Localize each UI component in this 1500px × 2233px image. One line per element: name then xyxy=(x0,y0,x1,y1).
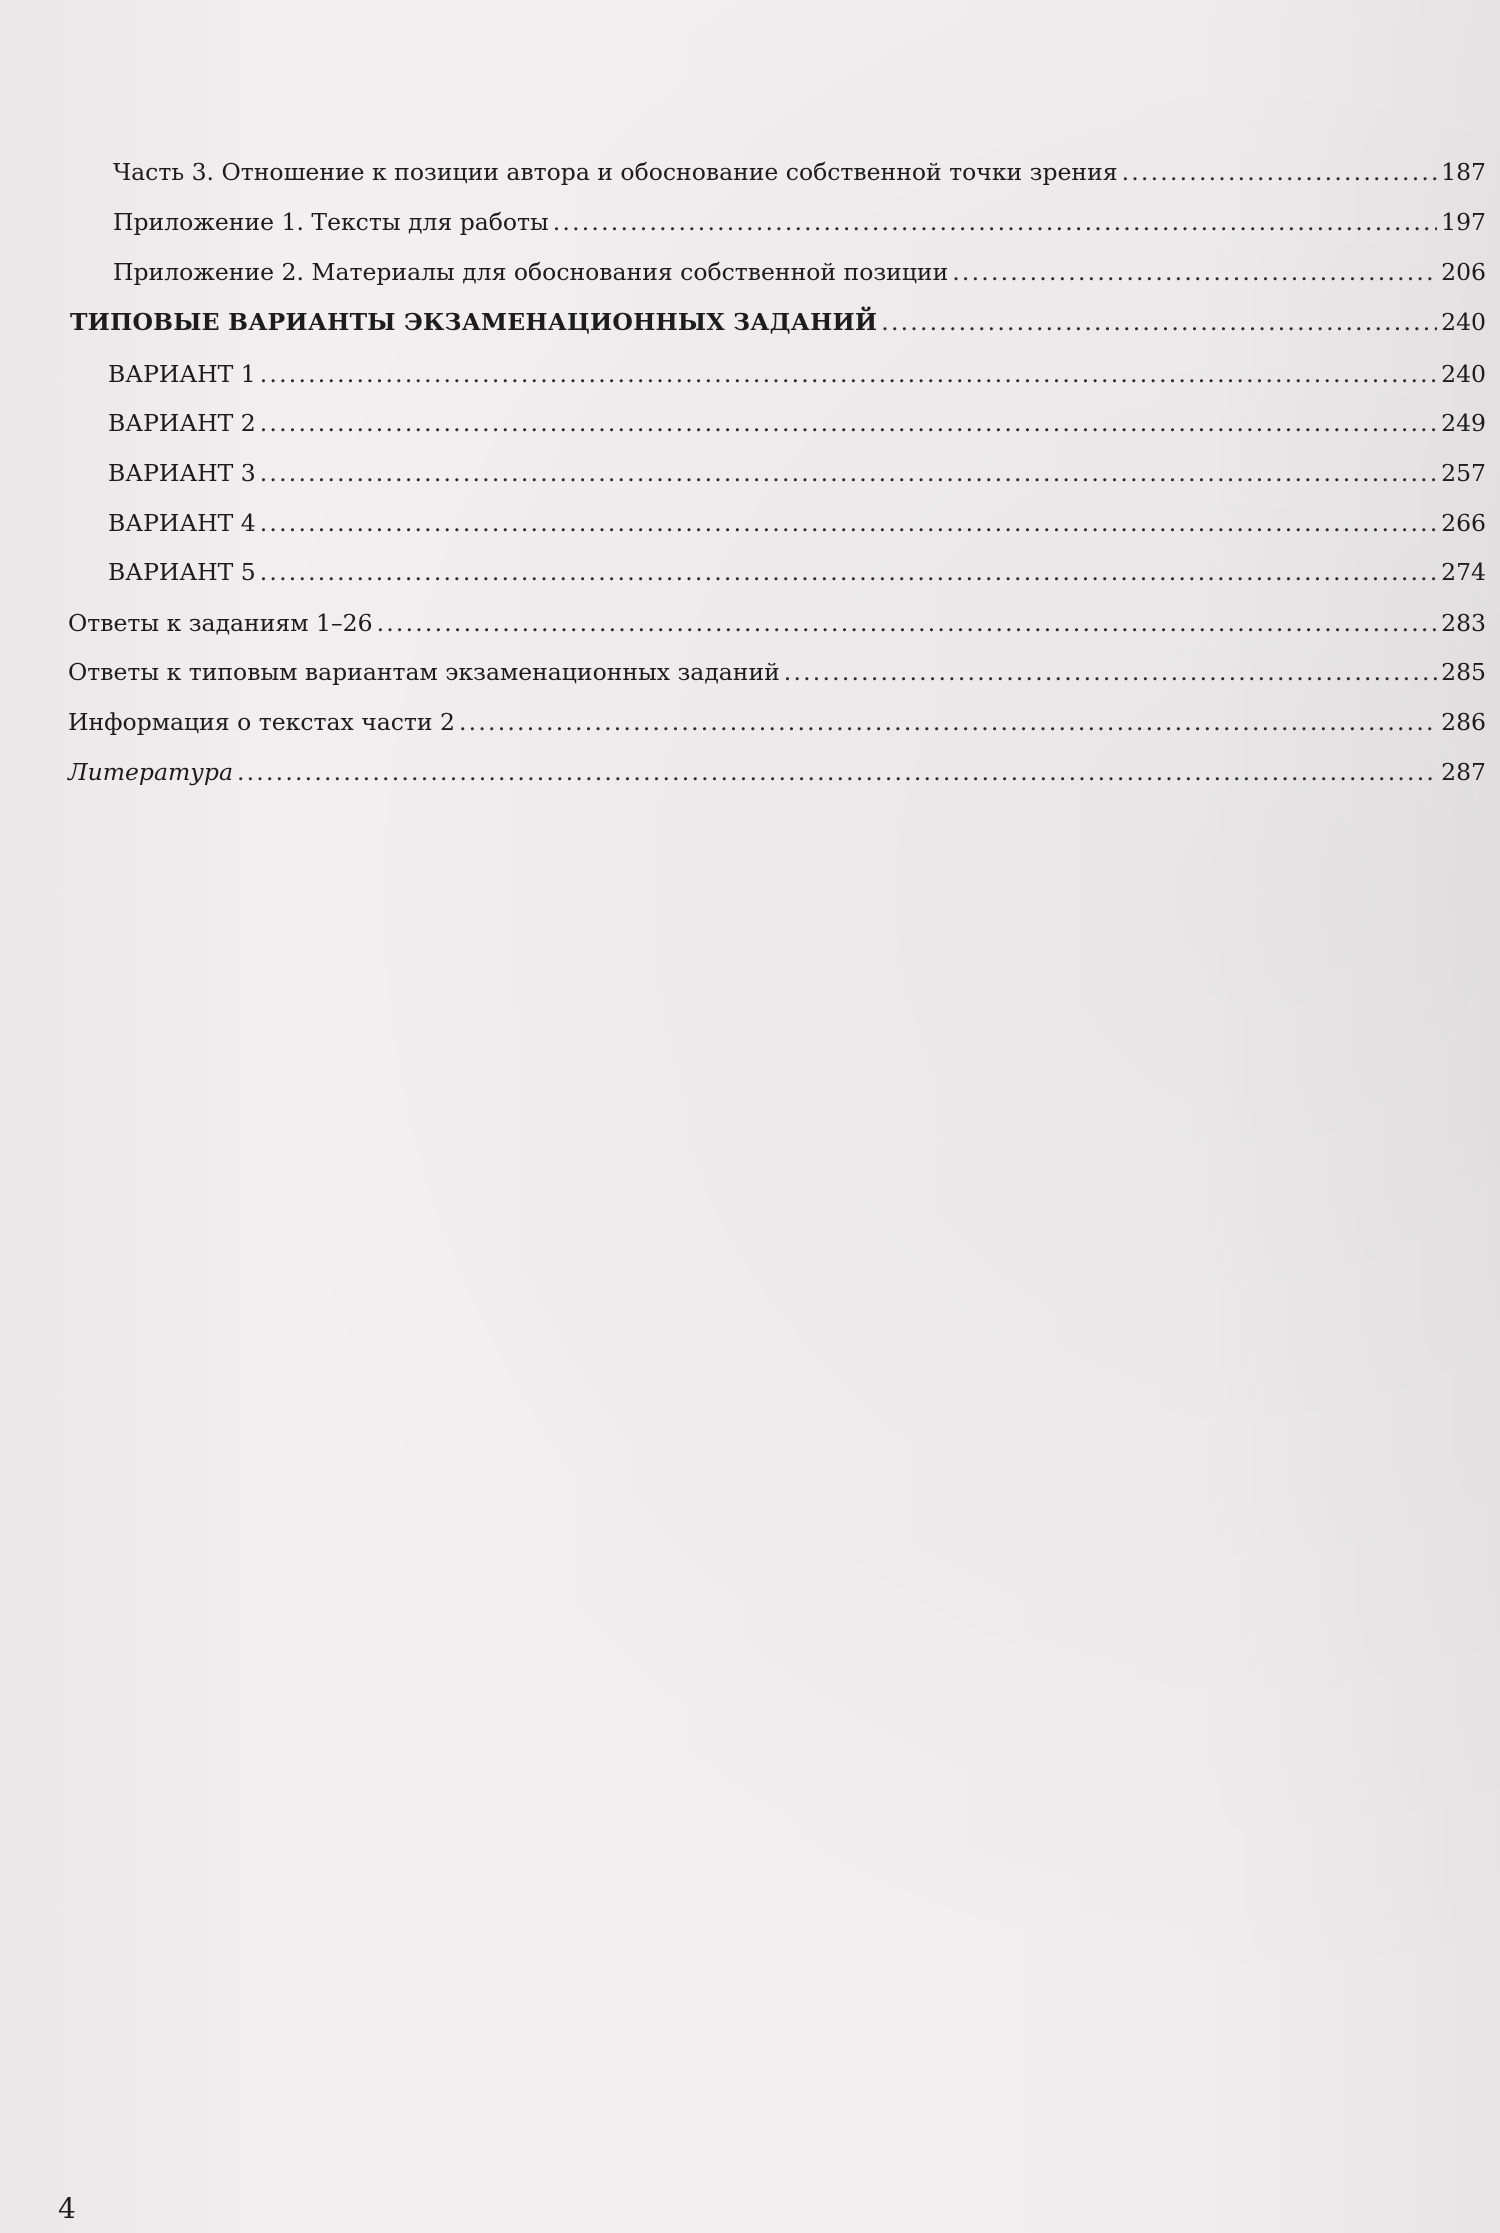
toc-entry-title: ВАРИАНТ 1 xyxy=(108,360,256,388)
dot-leader xyxy=(1122,154,1438,190)
dot-leader xyxy=(260,405,1437,441)
dot-leader xyxy=(260,455,1437,491)
toc-entry xyxy=(108,356,1486,392)
toc-entry-page: 266 xyxy=(1441,509,1486,537)
toc-entry-title: ВАРИАНТ 3 xyxy=(108,459,256,487)
toc-entry xyxy=(68,654,1486,690)
toc-entry-page: 257 xyxy=(1441,459,1486,487)
dot-leader xyxy=(952,254,1437,290)
toc-entry-title: Приложение 1. Тексты для работы xyxy=(113,208,549,236)
toc-entry-title: ВАРИАНТ 4 xyxy=(108,509,256,537)
toc-entry xyxy=(113,154,1486,190)
toc-entry-title: Литература xyxy=(68,758,233,786)
toc-entry-page: 286 xyxy=(1441,708,1486,736)
toc-entry xyxy=(108,505,1486,541)
toc-entry xyxy=(68,704,1486,740)
toc-entry xyxy=(108,455,1486,491)
toc-entry xyxy=(108,405,1486,441)
toc-entry xyxy=(68,754,1486,790)
toc-entry-page: 274 xyxy=(1441,558,1486,586)
toc-entry-title: Часть 3. Отношение к позиции автора и обоснование собственной точки зрения xyxy=(113,158,1118,186)
dot-leader xyxy=(260,554,1437,590)
toc-entry-page: 285 xyxy=(1441,658,1486,686)
dot-leader xyxy=(459,704,1437,740)
toc-entry-title: ВАРИАНТ 2 xyxy=(108,409,256,437)
dot-leader xyxy=(553,204,1437,240)
toc-entry xyxy=(68,605,1486,641)
toc-section-title: ТИПОВЫЕ ВАРИАНТЫ ЭКЗАМЕНАЦИОННЫХ ЗАДАНИЙ xyxy=(70,308,878,336)
dot-leader xyxy=(784,654,1437,690)
dot-leader xyxy=(377,605,1438,641)
toc-entry-title: ВАРИАНТ 5 xyxy=(108,558,256,586)
toc-entry-title: Информация о текстах части 2 xyxy=(68,708,456,736)
dot-leader xyxy=(260,356,1437,392)
toc-entry-page: 240 xyxy=(1441,308,1486,336)
toc-entry-title: Ответы к заданиям 1–26 xyxy=(68,609,373,637)
dot-leader xyxy=(260,505,1437,541)
toc-entry-title: Приложение 2. Материалы для обоснования собственной позиции xyxy=(113,258,949,286)
toc-entry-title: Ответы к типовым вариантам экзаменационных заданий xyxy=(68,658,780,686)
toc-entry-page: 240 xyxy=(1441,360,1486,388)
dot-leader xyxy=(237,754,1437,790)
toc-entry xyxy=(113,254,1486,290)
toc-entry xyxy=(113,204,1486,240)
toc-entry-page: 206 xyxy=(1441,258,1486,286)
page-number: 4 xyxy=(58,2192,76,2225)
dot-leader xyxy=(881,304,1437,340)
toc-entry-page: 197 xyxy=(1441,208,1486,236)
toc-entry-page: 287 xyxy=(1441,758,1486,786)
toc-entry xyxy=(108,554,1486,590)
toc-entry-page: 283 xyxy=(1441,609,1486,637)
toc-section-entry xyxy=(70,304,1486,340)
toc-entry-page: 187 xyxy=(1441,158,1486,186)
toc-entry-page: 249 xyxy=(1441,409,1486,437)
